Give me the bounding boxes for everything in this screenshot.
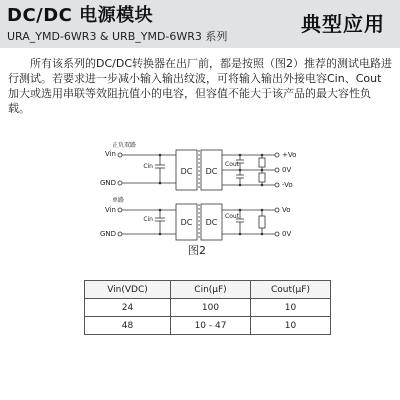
top-gnd-label: GND: [99, 179, 116, 187]
bottom-vo-label: Vo: [282, 206, 291, 214]
bottom-cin-label: Cin: [143, 216, 153, 223]
page-title: DC/DC 电源模块: [7, 5, 154, 26]
top-cout-label: Cout: [225, 161, 240, 168]
top-gnd-terminal: [118, 181, 122, 185]
top-vin-label: Vin: [104, 150, 116, 158]
table-header-row: [85, 281, 331, 299]
series-subtitle: URA_YMD-6WR3 & URB_YMD-6WR3 系列: [7, 30, 228, 43]
capacitor-spec-table: [84, 280, 331, 335]
top-dc-right-label: DC: [205, 167, 218, 176]
bottom-zero-label: 0V: [282, 230, 292, 238]
bottom-dc-left-label: DC: [180, 218, 193, 227]
top-zero-label: 0V: [282, 166, 292, 174]
test-circuit-diagram: [0, 138, 400, 242]
bottom-circuit-label: 单路: [112, 197, 125, 204]
header-cout: Cout(μF): [251, 281, 331, 299]
top-load-resistor-2: [259, 173, 265, 182]
bottom-dc-right-label: DC: [205, 218, 218, 227]
top-dc-left-label: DC: [180, 167, 193, 176]
cell-vin: 24: [85, 299, 171, 317]
cell-cout: 10: [251, 299, 331, 317]
cell-cin: 100: [171, 299, 251, 317]
top-circuit-label: 正负双路: [112, 142, 137, 149]
header-cin: Cin(μF): [171, 281, 251, 299]
bottom-gnd-label: GND: [99, 230, 116, 238]
top-vo-pos-label: +Vo: [282, 151, 297, 159]
cell-cin: 10 - 47: [171, 317, 251, 335]
top-vin-terminal: [118, 153, 122, 157]
top-load-resistor-1: [259, 158, 265, 167]
table-row: [85, 299, 331, 317]
bottom-load-resistor: [259, 216, 265, 228]
cell-vin: 48: [85, 317, 171, 335]
header-vin: Vin(VDC): [85, 281, 171, 299]
section-heading: 典型应用: [301, 12, 385, 36]
top-vo-neg-label: -Vo: [282, 181, 293, 189]
header-bar: [0, 0, 400, 48]
top-cin-label: Cin: [143, 163, 153, 170]
figure-caption: 图2: [188, 244, 206, 257]
bottom-cout-label: Cout: [225, 213, 240, 220]
bottom-vin-label: Vin: [104, 206, 116, 214]
description-paragraph: 所有该系列的DC/DC转换器在出厂前，都是按照（图2）推荐的测试电路进行测试。若要求进一步减小输入输出纹波，可将输入输出外接电容Cin、Cout加大或选用串联等效阻抗值小的电容，但容值不能大于该产品的最大容性负载。: [8, 57, 393, 115]
cell-cout: 10: [251, 317, 331, 335]
table-row: [85, 317, 331, 335]
